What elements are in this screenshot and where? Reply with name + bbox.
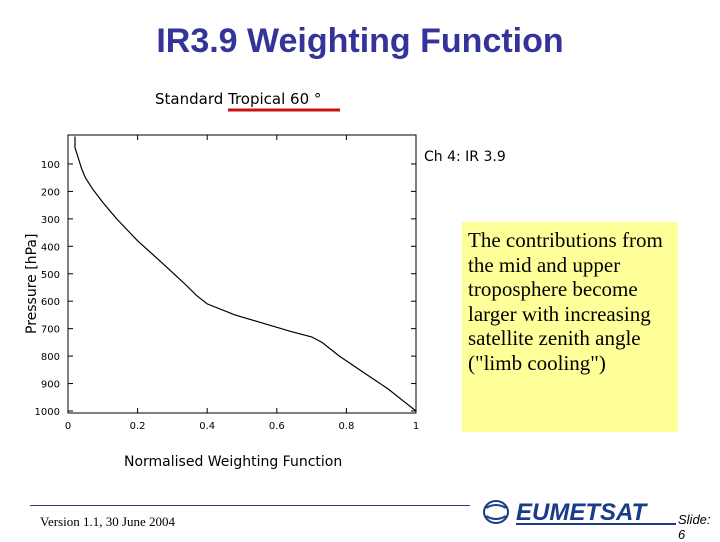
series-line: [75, 137, 416, 412]
x-tick-label: 0.4: [199, 421, 216, 432]
series-group: [75, 137, 416, 412]
y-tick-label: 1000: [34, 407, 60, 418]
callout-note: The contributions from the mid and upper troposphere become larger with increasing satellite zenith angle ("limb cooling"): [462, 222, 678, 432]
x-tick-label: 0: [64, 421, 72, 432]
y-tick-label: 100: [40, 159, 60, 171]
y-tick-label: 800: [40, 352, 60, 364]
x-tick-label: 1: [412, 421, 420, 432]
globe-icon: [484, 501, 508, 523]
y-tick-label: 600: [40, 297, 60, 309]
y-axis-label: Pressure [hPa]: [24, 233, 40, 334]
x-tick-label: 0.6: [268, 421, 285, 432]
profile-label: Standard Tropical 60 °: [155, 90, 322, 108]
y-tick-label: 200: [40, 187, 60, 199]
footer-divider: [30, 505, 470, 506]
eumetsat-logo: [480, 490, 680, 530]
x-axis-ticks: [65, 135, 419, 432]
x-axis-label: Normalised Weighting Function: [124, 454, 343, 470]
footer-version: Version 1.1, 30 June 2004: [40, 514, 176, 529]
x-tick-label: 0.2: [129, 421, 146, 432]
slide-title: IR3.9 Weighting Function: [156, 22, 564, 60]
y-axis-ticks: [35, 160, 416, 418]
plot-frame: [68, 135, 416, 413]
y-tick-label: 400: [40, 242, 60, 254]
y-tick-label: 700: [40, 324, 60, 336]
x-tick-label: 0.8: [338, 421, 355, 432]
slide-number: Slide: 6: [678, 512, 711, 542]
y-tick-label: 500: [40, 269, 60, 281]
y-tick-label: 900: [40, 379, 60, 391]
channel-label: Ch 4: IR 3.9: [424, 149, 506, 165]
logo-text: EUMETSAT: [516, 499, 647, 526]
y-tick-label: 300: [40, 214, 60, 226]
